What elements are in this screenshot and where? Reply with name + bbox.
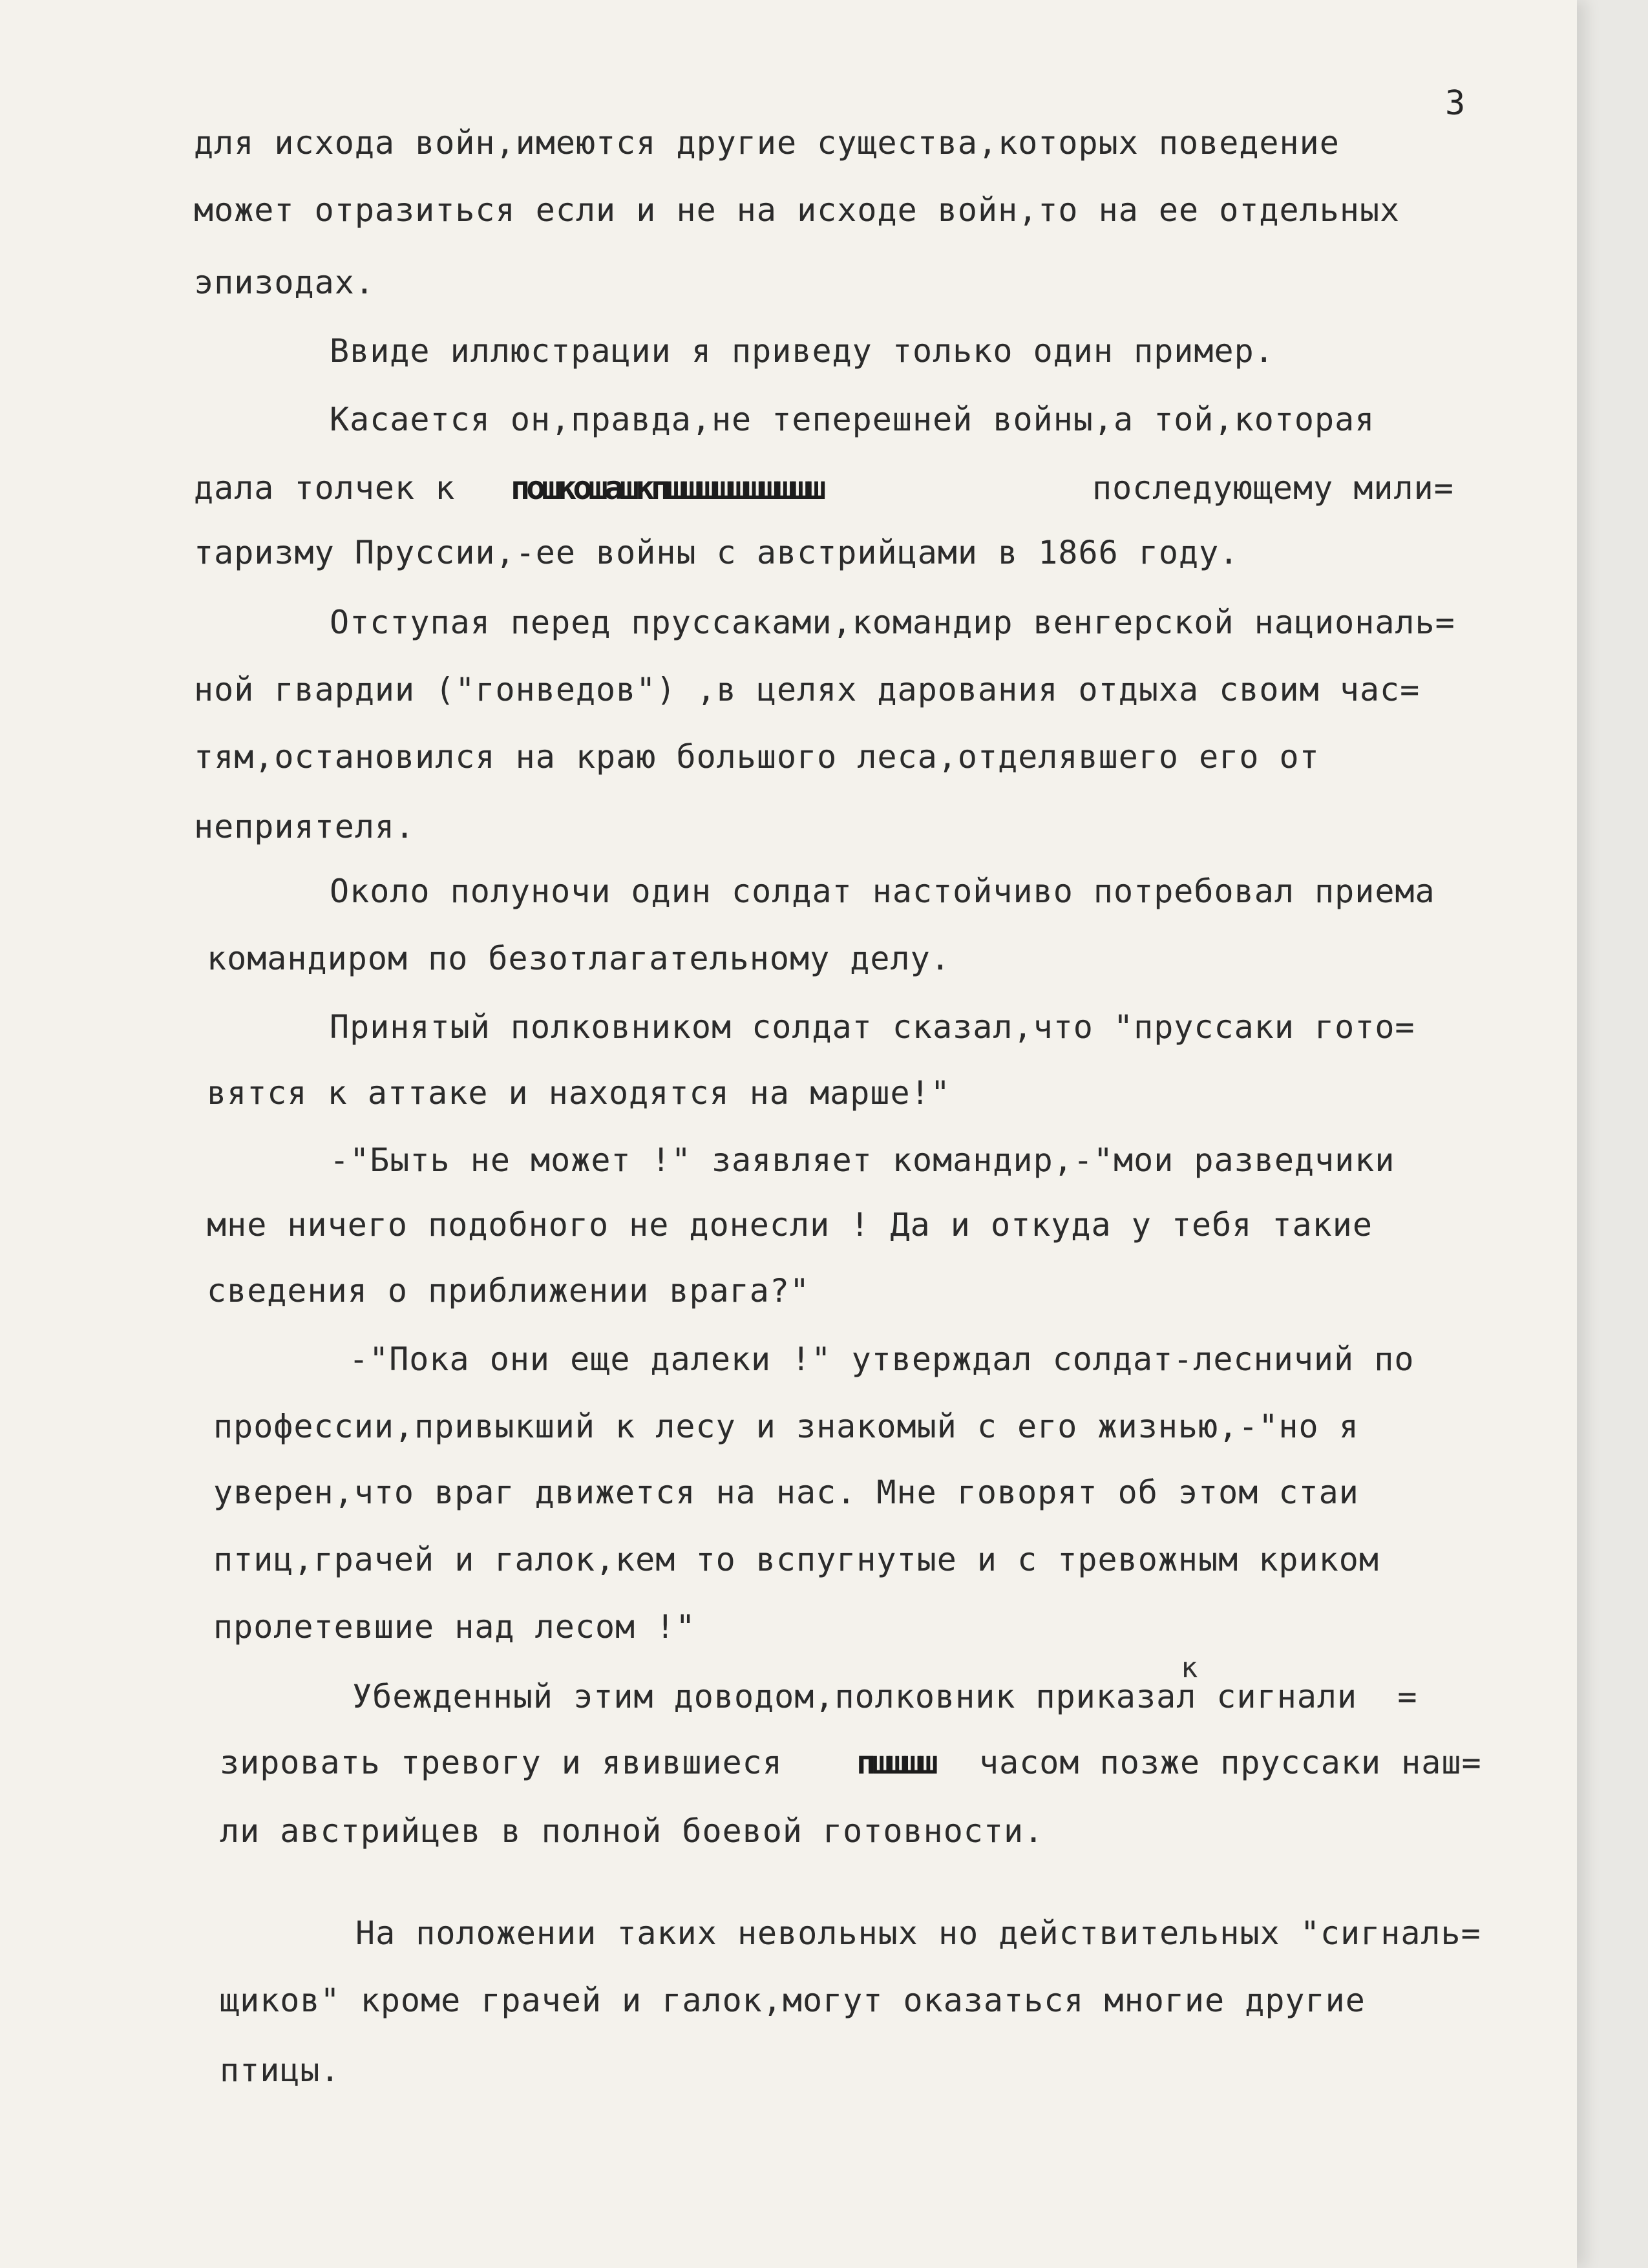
text-line: вятся к аттаке и находятся на марше!" — [207, 1074, 951, 1112]
text-line: последующему мили= — [1092, 469, 1454, 507]
text-line: пролетевшие над лесом !" — [213, 1608, 696, 1646]
struck-out-text: пошкошашкпшшшшшшшшшш — [511, 469, 823, 507]
text-line: таризму Пруссии,-ее войны с австрийцами в 1866 году. — [194, 534, 1240, 571]
text-line: Ввиде иллюстрации я приведу только один пример. — [330, 332, 1274, 370]
text-line: Около полуночи один солдат настойчиво потребовал приема — [330, 873, 1435, 910]
text-line: для исхода войн,имеются другие существа,которых поведение — [194, 124, 1340, 162]
text-line: ной гвардии ("гонведов") ,в целях дарования отдыха своим час= — [194, 671, 1421, 708]
text-line: Отступая перед пруссаками,командир венгерской националь= — [330, 604, 1455, 641]
text-line: Касается он,правда,не теперешней войны,а той,которая — [330, 401, 1375, 438]
page-number: 3 — [1445, 84, 1466, 123]
text-line: эпизодах. — [194, 264, 375, 301]
handwritten-insertion: к — [1181, 1651, 1198, 1684]
text-line: Убежденный этим доводом,полковник приказал сигнали = — [352, 1678, 1418, 1715]
text-line: часом позже пруссаки наш= — [979, 1744, 1482, 1781]
text-line: -"Пока они еще далеки !" утверждал солдат-лесничий по — [349, 1341, 1415, 1378]
text-line: мне ничего подобного не донесли ! Да и откуда у тебя такие — [207, 1206, 1373, 1244]
text-line: На положении таких невольных но действительных "сигналь= — [355, 1914, 1481, 1952]
text-line: щиков" кроме грачей и галок,могут оказаться многие другие — [220, 1982, 1366, 2019]
text-line: может отразиться если и не на исходе войн,то на ее отдельных — [194, 191, 1400, 229]
text-line: уверен,что враг движется на нас. Мне говорят об этом стаи — [213, 1474, 1359, 1511]
text-line: зировать тревогу и явившиеся — [220, 1744, 783, 1781]
text-line: птицы. — [220, 2051, 341, 2089]
text-line: сведения о приближении врага?" — [207, 1272, 810, 1309]
text-line: Принятый полковником солдат сказал,что "пруссаки гото= — [330, 1008, 1415, 1046]
text-line: неприятеля. — [194, 808, 416, 845]
text-line: -"Быть не может !" заявляет командир,-"мои разведчики — [330, 1141, 1395, 1179]
text-line: командиром по безотлагательному делу. — [207, 940, 951, 977]
struck-out-text: пшшшш — [856, 1744, 935, 1781]
text-line: ли австрийцев в полной боевой готовности. — [220, 1812, 1044, 1850]
text-line: тям,остановился на краю большого леса,отделявшего его от — [194, 738, 1320, 776]
text-line: профессии,привыкший к лесу и знакомый с его жизнью,-"но я — [213, 1408, 1359, 1445]
text-line: дала толчек к — [194, 469, 456, 507]
text-line: птиц,грачей и галок,кем то вспугнутые и с тревожным криком — [213, 1541, 1379, 1578]
